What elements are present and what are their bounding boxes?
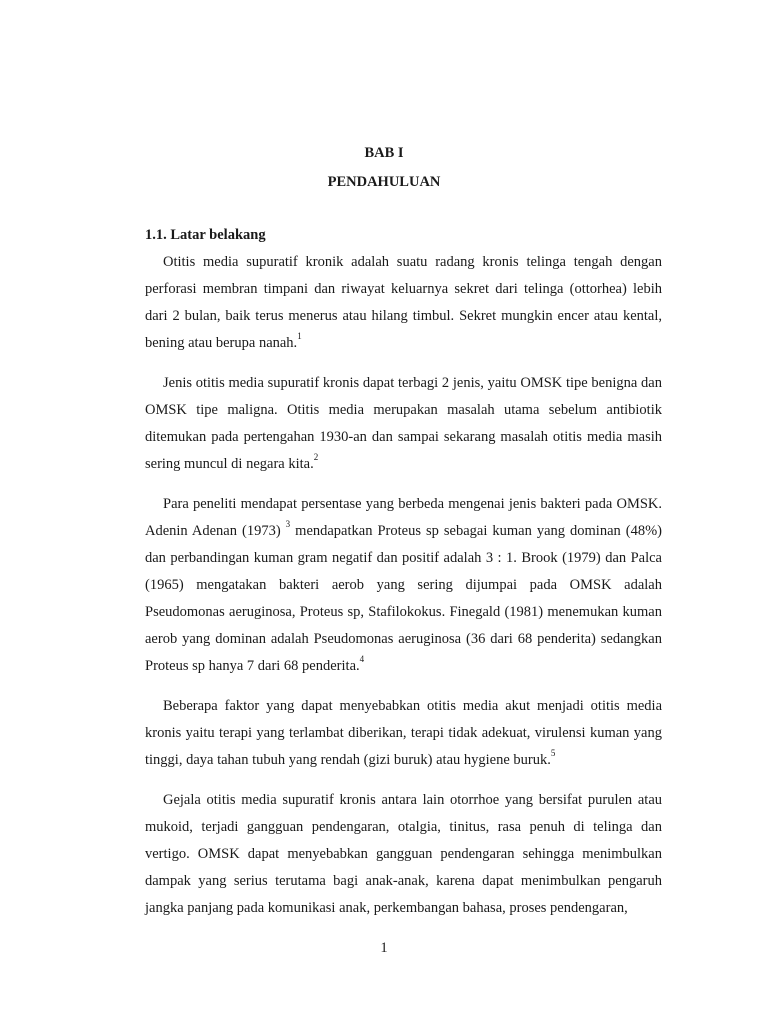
page-number: 1 bbox=[380, 940, 388, 956]
paragraph-text: Beberapa faktor yang dapat menyebabkan otitis media akut menjadi otitis media kronis yaitu terapi yang terlambat diberikan, terapi tidak adekuat, virulensi kuman yang tinggi, daya tahan tubuh yang rendah (gizi buruk) atau hygiene buruk. bbox=[145, 698, 662, 768]
footnote-reference: 3 bbox=[285, 519, 291, 530]
chapter-number: BAB I bbox=[364, 145, 404, 161]
footnote-reference: 2 bbox=[313, 452, 319, 463]
paragraph-text: Gejala otitis media supuratif kronis antara lain otorrhoe yang bersifat purulen atau mukoid, terjadi gangguan pendengaran, otalgia, tinitus, rasa penuh di telinga dan vertigo. OMSK dapat menyebabkan gangguan pendengaran sehingga menimbulkan dampak yang serius terutama bagi anak-anak, karena dapat menimbulkan pengaruh jangka panjang pada komunikasi anak, perkembangan bahasa, proses pendengaran, bbox=[145, 792, 662, 916]
footnote-reference: 4 bbox=[359, 654, 365, 665]
footnote-reference: 1 bbox=[297, 331, 302, 342]
paragraph-text: mendapatkan Proteus sp sebagai kuman yang dominan (48%) dan perbandingan kuman gram negatif dan positif adalah 3 : 1. Brook (1979) dan Palca (1965) mengatakan bakteri aerob yang sering dijumpai pada OMSK adalah Pseudomonas aeruginosa, Proteus sp, Stafilokokus. Finegald (1981) menemukan kuman aerob yang dominan adalah Pseudomonas aeruginosa (36 dari 68 penderita) sedangkan Proteus sp hanya 7 dari 68 penderita. bbox=[145, 523, 662, 674]
paragraph-text: Otitis media supuratif kronik adalah suatu radang kronis telinga tengah dengan perforasi membran timpani dan riwayat keluarnya sekret dari telinga (ottorhea) lebih dari 2 bulan, baik terus menerus atau hilang timbul. Sekret mungkin encer atau kental, bening atau berupa nanah. bbox=[145, 254, 662, 351]
paragraph bbox=[145, 491, 662, 680]
body-text bbox=[145, 222, 662, 935]
paragraph bbox=[145, 787, 662, 922]
paragraph bbox=[145, 370, 662, 478]
paragraph bbox=[145, 249, 662, 357]
paragraph-text: Para peneliti mendapat persentase yang berbeda mengenai jenis bakteri pada OMSK. Adenin Adenan (1973) bbox=[145, 496, 662, 539]
paragraph-list bbox=[145, 249, 662, 922]
chapter-title: PENDAHULUAN bbox=[327, 174, 441, 190]
footnote-reference: 5 bbox=[550, 748, 556, 759]
paragraph bbox=[145, 693, 662, 774]
section-heading: 1.1. Latar belakang bbox=[145, 227, 266, 243]
paragraph-text: Jenis otitis media supuratif kronis dapat terbagi 2 jenis, yaitu OMSK tipe benigna dan OMSK tipe maligna. Otitis media merupakan masalah utama sebelum antibiotik ditemukan pada pertengahan 1930-an dan sampai sekarang masalah otitis media masih sering muncul di negara kita. bbox=[145, 375, 662, 472]
